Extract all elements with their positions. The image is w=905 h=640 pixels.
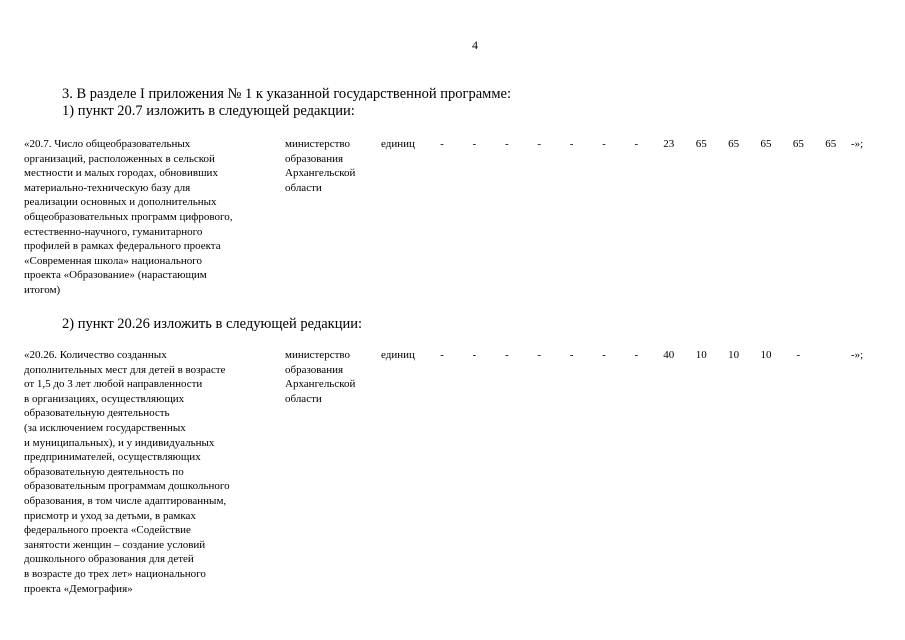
value-cell: - [634, 138, 639, 150]
value-cell: 65 [792, 138, 804, 150]
value-cell: 65 [760, 138, 772, 150]
row-tail: -»; [851, 349, 864, 361]
page-number: 4 [472, 38, 478, 52]
value-cell: - [569, 138, 574, 150]
row-unit: единиц [381, 349, 415, 361]
point-2-heading: 2) пункт 20.26 изложить в следующей редакции: [62, 316, 362, 332]
row-text: «20.26. Количество созданных дополнительных мест для детей в возрасте от 1,5 до 3 лет любой направленности в организациях, осуществляющих образовательную деятельность (за исключением государственных и муниципальных), и у индивидуальных предпринимателей, осуществляющих образовательную деятельность по образовательным программам дошкольного образования, в том числе адаптированным, присмотр и уход за детьми, в рамках федерального проекта «Содействие занятости женщин – создание условий дошкольного образования для детей в возрасте до трех лет» национального проекта «Демография» [24, 349, 230, 595]
value-cell: 65 [728, 138, 740, 150]
value-cell: - [796, 349, 801, 361]
row-ministry: министерство образования Архангельской области [285, 349, 356, 405]
row-text: «20.7. Число общеобразовательных организаций, расположенных в сельской местности и малых городах, обновивших материально-техническую базу для реализации основных и дополнительных общеобразовательных программ цифрового, естественно-научного, гуманитарного профилей в рамках федерального проекта «Современная школа» национального проекта «Образование» (нарастающим итогом) [24, 138, 233, 296]
value-cell: - [537, 349, 542, 361]
value-cell: - [569, 349, 574, 361]
value-cell: 65 [825, 138, 837, 150]
value-cell: 10 [760, 349, 772, 361]
value-cell: 23 [663, 138, 675, 150]
value-cell: - [602, 138, 606, 150]
intro-line-section: 3. В разделе I приложения № 1 к указанной государственной программе: [62, 86, 511, 102]
row-tail: -»; [851, 138, 864, 150]
value-cell: - [504, 349, 509, 361]
value-cell: - [602, 349, 606, 361]
value-cell: 65 [695, 138, 707, 150]
value-cell: 10 [695, 349, 707, 361]
value-cell: 10 [728, 349, 740, 361]
value-cell: - [440, 138, 444, 150]
value-cell: - [537, 138, 542, 150]
value-cell: 40 [663, 349, 675, 361]
intro-line-point-1: 1) пункт 20.7 изложить в следующей редакции: [62, 103, 355, 119]
value-cell: - [504, 138, 509, 150]
value-cell: - [472, 349, 477, 361]
row-unit: единиц [381, 138, 415, 150]
value-cell: - [634, 349, 639, 361]
value-cell: - [440, 349, 444, 361]
row-ministry: министерство образования Архангельской области [285, 138, 356, 194]
value-cell: - [472, 138, 477, 150]
